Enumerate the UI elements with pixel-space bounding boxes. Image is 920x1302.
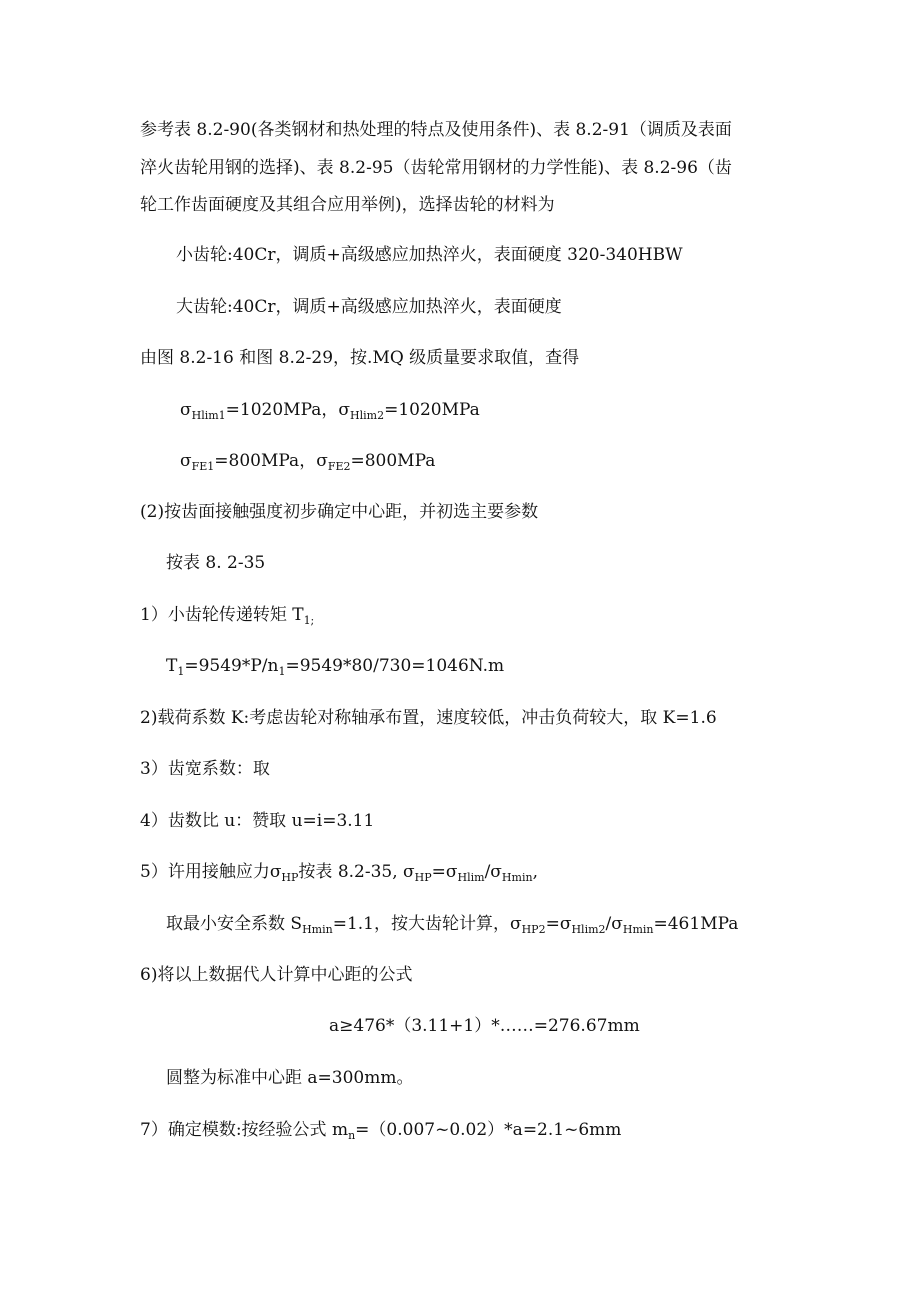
sigma-f-limits: $\sigma_{FE1}=800MPa$，$\sigma_{FE2}=800MPa$ bbox=[180, 451, 436, 473]
table-reference: 按表 8. 2-35 bbox=[166, 553, 266, 573]
figure-reference: 由图 8.2-16 和图 8.2-29，按.MQ 级质量要求取值，查得 bbox=[140, 348, 580, 368]
step5-allowable-stress: 5）许用接触应力$\sigma_{HP}$按表 8.2-35, $\sigma_{HP}=\sigma_{Hlim}/\sigma_{Hmin}$, bbox=[140, 862, 538, 884]
step2-load-factor: 2)载荷系数 K:考虑齿轮对称轴承布置，速度较低，冲击负荷较大，取 K=1.6 bbox=[140, 708, 717, 728]
paragraph-line: 淬火齿轮用钢的选择)、表 8.2-95（齿轮常用钢材的力学性能)、表 8.2-96（齿 bbox=[140, 158, 732, 178]
torque-formula: $T_1=9549*P/n_1=9549*80/730=1046N.m$ bbox=[166, 656, 505, 678]
step2-heading: (2)按齿面接触强度初步确定中心距，并初选主要参数 bbox=[140, 502, 539, 522]
paragraph-line: 轮工作齿面硬度及其组合应用举例)，选择齿轮的材料为 bbox=[140, 195, 555, 215]
rounded-center-distance: 圆整为标准中心距 a=300mm。 bbox=[166, 1068, 414, 1088]
step3-width-factor: 3）齿宽系数：取 bbox=[140, 759, 270, 779]
paragraph-line: 参考表 8.2-90(各类钢材和热处理的特点及使用条件)、表 8.2-91（调质及表面 bbox=[140, 120, 732, 140]
large-gear-material: 大齿轮:40Cr，调质+高级感应加热淬火，表面硬度 bbox=[176, 297, 562, 317]
safety-factor-line: 取最小安全系数 $S_{Hmin}=1.1$，按大齿轮计算，$\sigma_{HP2}=\sigma_{Hlim2}/\sigma_{Hmin}=461MPa$ bbox=[166, 914, 739, 936]
sigma-h-limits: $\sigma_{Hlim1}=1020MPa$，$\sigma_{Hlim2}=1020MPa$ bbox=[180, 400, 480, 422]
step6-center-distance: 6)将以上数据代人计算中心距的公式 bbox=[140, 965, 413, 985]
small-gear-material: 小齿轮:40Cr，调质+高级感应加热淬火，表面硬度 320-340HBW bbox=[176, 245, 683, 265]
center-distance-formula: a≥476*（3.11+1）*……=276.67mm bbox=[329, 1016, 640, 1036]
step7-module: 7）确定模数:按经验公式 $m_n=(0.007\sim 0.02)*a=2.1\sim 6mm$ bbox=[140, 1120, 622, 1142]
step1-torque: 1）小齿轮传递转矩 $T_{1;}$ bbox=[140, 605, 315, 627]
step4-gear-ratio: 4）齿数比 u：赞取 u=i=3.11 bbox=[140, 811, 375, 831]
